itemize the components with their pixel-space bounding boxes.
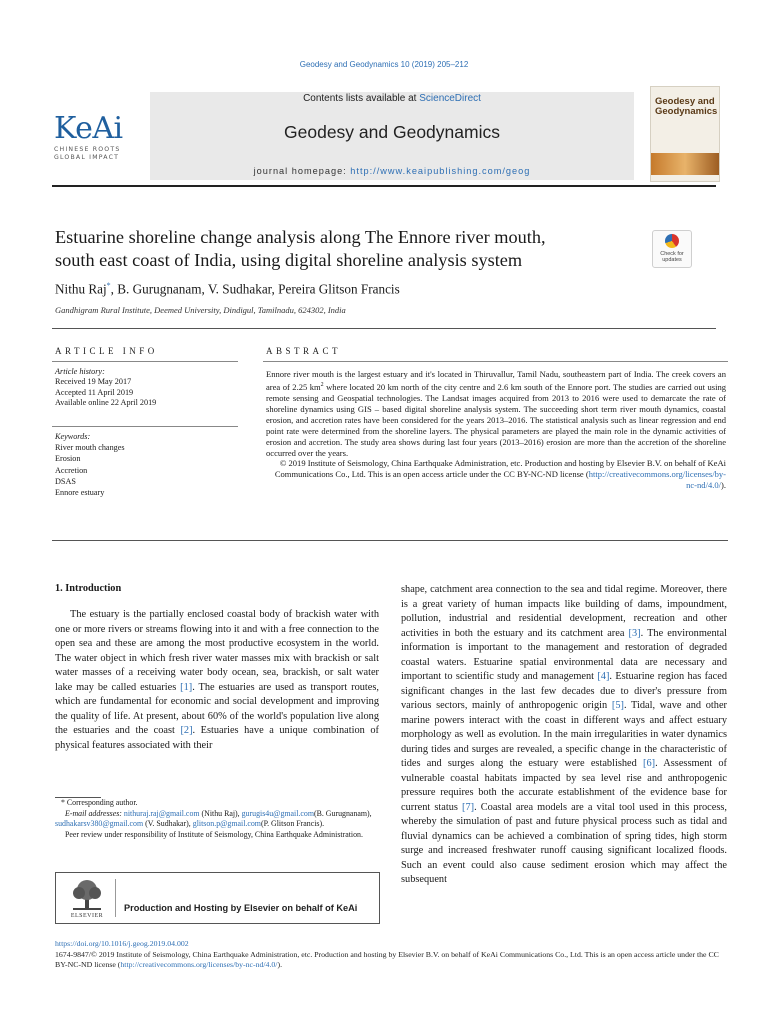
footnotes: [55, 798, 380, 840]
keyword: River mouth changes: [55, 443, 125, 453]
keywords: Keywords: River mouth changes Erosion Accretion DSAS Ennore estuary: [55, 431, 238, 498]
footer-copyright: 1674-9847/© 2019 Institute of Seismology, China Earthquake Administration, etc. Production and hosting by Elsevier B.V. on behalf of KeAi Communications Co., Ltd. This is an open access article under the CC BY-NC-ND license (http://creativecommons.org/licenses/by-nc-nd/4.0/).: [55, 950, 719, 970]
abstract-copyright: © 2019 Institute of Seismology, China Earthquake Administration, etc. Production and hosting by Elsevier B.V. on behalf of KeAi Communications Co., Ltd. This is an open access article under the CC BY-NC-ND license (http://creativecommons.org/licenses/by-nc-nd/4.0/).: [274, 458, 726, 491]
email-addresses: E-mail addresses: nithuraj.raj@gmail.com (Nithu Raj), gurugis4u@gmail.com(B. Gurugnanam), sudhakarsv380@gmail.com (V. Sudhakar), glitson.p@gmail.com(P. Glitson Francis).: [55, 808, 372, 828]
email-link[interactable]: gurugis4u@gmail.com: [241, 808, 314, 818]
elsevier-tree-logo-icon: [65, 878, 109, 916]
divider: [52, 426, 238, 427]
received-date: Received 19 May 2017: [55, 377, 132, 387]
accepted-date: Accepted 11 April 2019: [55, 387, 134, 397]
journal-name: Geodesy and Geodynamics: [284, 122, 500, 142]
divider: [52, 361, 238, 362]
section-heading: 1. Introduction: [55, 583, 122, 594]
keai-tagline: CHINESE ROOTS GLOBAL IMPACT: [54, 146, 121, 161]
elsevier-hosting-text: Production and Hosting by Elsevier on behalf of KeAi: [124, 903, 358, 913]
keai-wordmark: KeAi: [54, 111, 123, 146]
corresponding-author-note: * Corresponding author.: [61, 798, 138, 807]
email-link[interactable]: nithuraj.raj@gmail.com: [123, 808, 200, 818]
keyword: Ennore estuary: [55, 488, 105, 498]
author-name: Nithu Raj: [55, 281, 107, 297]
homepage-link[interactable]: http://www.keaipublishing.com/geog: [350, 166, 531, 176]
reference-link[interactable]: [4]: [597, 671, 610, 682]
cover-title: Geodesy and Geodynamics: [655, 96, 718, 117]
divider: [263, 361, 728, 362]
journal-cover-image[interactable]: [650, 86, 720, 182]
sciencedirect-link[interactable]: ScienceDirect: [419, 93, 481, 104]
elsevier-wordmark: ELSEVIER: [70, 913, 104, 919]
reference-link[interactable]: [5]: [611, 700, 624, 711]
license-link[interactable]: http://creativecommons.org/licenses/by-nc-nd/4.0/: [120, 960, 278, 970]
reference-link[interactable]: [7]: [462, 801, 475, 813]
intro-paragraph-right: shape, catchment area connection to the sea and tidal regime. Moreover, there is a great variety of human impacts like building of dams, impoundment, pollution, industrial and residential development, recreation and other activities in both the estuary and its catchment area [3]. The environmental information is important to the management and restoration of degraded coastal waters. Estuarine spatial environmental data are necessary and important to scientific study and management [4]. Estuarine region has faced significant changes in the last few decades due to diver's pressure from various sectors, mainly of anthropogenic origin [5]. Tidal, wave and other marine powers interact with the coast in different ways and affect estuary morphology as well as evolution. In the main irregularities in water dynamics during tides and surges are revealed, a specific change in the characteristic of tides and surges along the estuary were established [6]. Assessment of vulnerable coastal habitats impacted by sea level rise and anthropogenic pressure requires both the accurate establishment of the evidence base for current status [7]. Coastal area models are a vital tool used in this process, whereby the simulation of past and future physical process such as tidal and fluvial dynamics can be achieved a combination of spring tides, high storm surge and increased freshwater runoff causing significant localized floods. Such an event could also cause sediment erosion which may affect the subsequent: [401, 584, 727, 885]
peer-review-note: Peer review under responsibility of Institute of Seismology, China Earthquake Administration.: [65, 829, 363, 839]
divider: [52, 328, 716, 329]
author-list: Nithu Raj*, B. Gurugnanam, V. Sudhakar, Pereira Glitson Francis: [55, 281, 400, 297]
journal-citation[interactable]: Geodesy and Geodynamics 10 (2019) 205–212: [299, 60, 469, 69]
divider: [115, 879, 116, 917]
keai-logo: [54, 111, 144, 162]
keyword: Erosion: [55, 454, 81, 464]
corresponding-author-mark[interactable]: *: [106, 281, 111, 290]
journal-homepage: journal homepage: http://www.keaipublishing.com/geog: [253, 166, 531, 176]
email-link[interactable]: sudhakarsv380@gmail.com: [55, 819, 144, 828]
abstract-text: Ennore river mouth is the largest estuary and it's located in Thiruvallur, Tamil Nadu, southeastern part of India. The creek covers an area of 2.25 $km^2$ where located 20 km north of the city centre and 2.6 km south of the Ennore port. The studies are carried out using remote sensing and Geospatial technologies. The Landsat images acquired from 2013 to 2016 were used to demarcate the rate of shoreline dynamics using GIS – based digital shoreline analysis system. The succeeding short term river mouth dynamics, coastal erosion, and accretion rates have been considered for the years 2013–2016. The statistical analysis such as linear regression and end point rate were determined from the shoreline layers. The physical parameters are played the main role in the dynamic activities of erosion and accretion. The study area shows during last four years (2013–2016) erosion are more than the accretion of the shoreline occurred over the years. © 2019 Institute of Seismology, China Earthquake Administration, etc. Production and hosting by Elsevier B.V. on behalf of KeAi Communications Co., Ltd. This is an open access article under the CC BY-NC-ND license (http://creativecommons.org/licenses/by-nc-nd/4.0/).: [266, 369, 726, 491]
cover-illustration: [651, 153, 719, 175]
article-history: Article history: Received 19 May 2017 Accepted 11 April 2019 Available online 22 April 2019: [55, 367, 238, 408]
divider: [52, 540, 728, 541]
reference-link[interactable]: [2]: [180, 725, 193, 736]
affiliation: Gandhigram Rural Institute, Deemed University, Dindigul, Tamilnadu, 624302, India: [55, 305, 346, 315]
header-divider: [52, 185, 716, 187]
reference-link[interactable]: [6]: [643, 758, 656, 769]
abstract-heading: ABSTRACT: [266, 346, 342, 356]
doi-link[interactable]: https://doi.org/10.1016/j.geog.2019.04.002: [55, 939, 189, 948]
check-updates-icon: [665, 234, 679, 248]
reference-link[interactable]: [3]: [628, 627, 641, 639]
license-link[interactable]: http://creativecommons.org/licenses/by-nc-nd/4.0/: [588, 469, 726, 491]
elsevier-hosting-box: [55, 872, 380, 924]
email-link[interactable]: glitson.p@gmail.com: [192, 819, 261, 828]
reference-link[interactable]: [1]: [180, 681, 193, 693]
keyword: DSAS: [55, 476, 76, 486]
keyword: Accretion: [55, 465, 88, 475]
intro-paragraph-left: The estuary is the partially enclosed coastal body of brackish water with one or more rivers or streams flowing into it and with a free connection to the open sea and these are among the most productive ecosystem in the world. The water object in which fresh river water masses mix with brackish or salt water masses of a receiving water body ocean, sea, brackish, or salt water lake may be called estuaries [1]. The estuaries are used as transport routes, which are fundamental for economic and social development and improving the quality of life. At present, about 60% of the world's population live along the estuaries and the coast [2]. Estuaries have a unique combination of physical features associated with their: [55, 609, 379, 751]
check-for-updates-button[interactable]: Check for updates: [652, 230, 692, 268]
contents-line: Contents lists available at ScienceDirect: [303, 93, 481, 104]
online-date: Available online 22 April 2019: [55, 397, 157, 407]
article-title: Estuarine shoreline change analysis along The Ennore river mouth, south east coast of India, using digital shoreline analysis system: [55, 227, 546, 270]
article-info-heading: ARTICLE INFO: [55, 346, 158, 356]
